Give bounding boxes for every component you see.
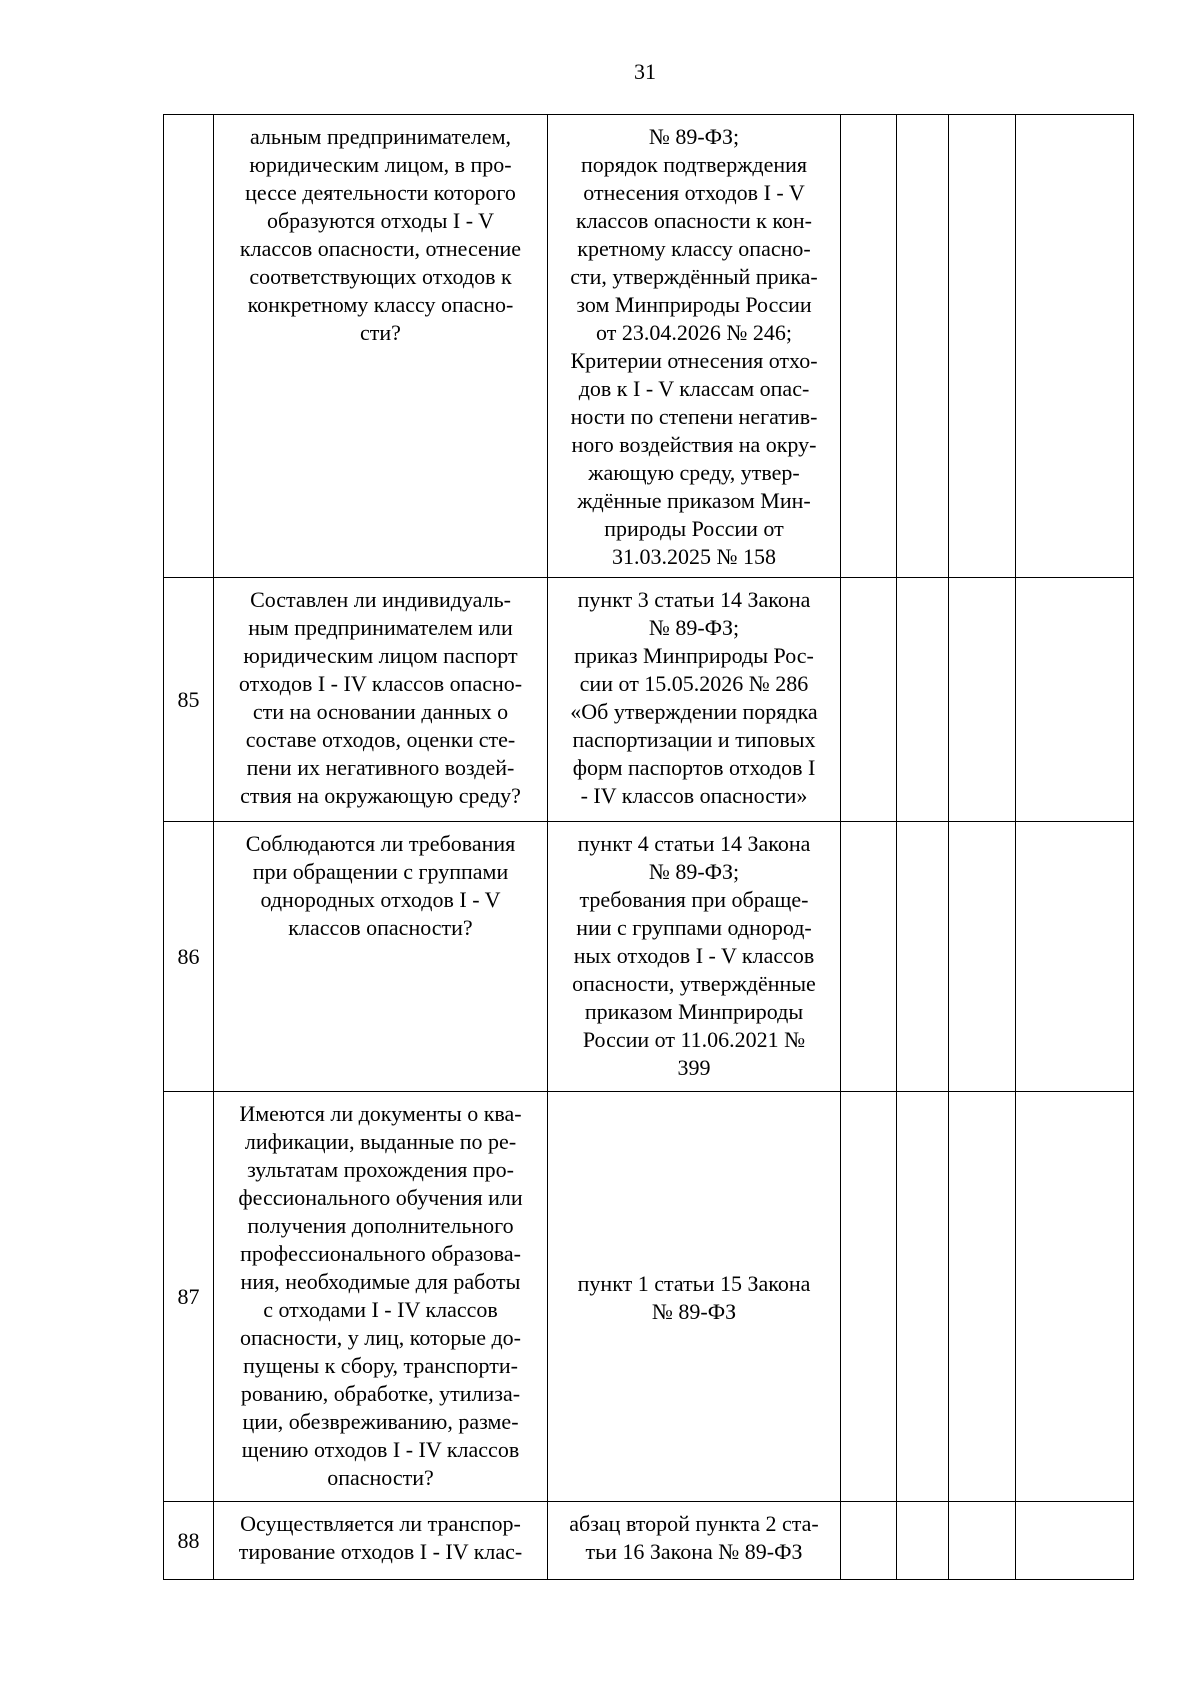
note-cell — [1016, 822, 1134, 1092]
question-line: зультатам прохождения про- — [247, 1157, 514, 1182]
reference-line: № 89-ФЗ; — [648, 615, 740, 640]
reference-line: форм паспортов отходов I — [572, 755, 816, 780]
reference-line: пункт 4 статьи 14 Закона — [577, 831, 811, 856]
question-cell — [214, 1502, 548, 1580]
question-line: однородных отходов I - V — [260, 887, 501, 912]
question-line: составе отходов, оценки сте- — [245, 727, 516, 752]
reference-line: № 89-ФЗ; — [648, 124, 740, 149]
question-line: конкретному классу опасно- — [247, 292, 514, 317]
reference-line: требования при обраще- — [579, 887, 809, 912]
reference-line: кретному классу опасно- — [577, 236, 811, 261]
reference-line: ждённые приказом Мин- — [577, 488, 811, 513]
reference-line: порядок подтверждения — [580, 152, 808, 177]
question-line: ным предпринимателем или — [248, 615, 513, 640]
question-line: цессе деятельности которого — [245, 180, 516, 205]
reference-line: нии с группами однород- — [576, 915, 812, 940]
reference-line: России от 11.06.2021 № — [582, 1027, 806, 1052]
reference-line: № 89-ФЗ — [651, 1298, 737, 1324]
question-cell — [214, 578, 548, 822]
note-cell — [1016, 578, 1134, 822]
reference-line: жающую среду, утвер- — [588, 460, 800, 485]
legal-reference-cell — [548, 822, 841, 1092]
row-number-cell: 85 — [164, 578, 214, 822]
reference-line: тьи 16 Закона № 89-ФЗ — [585, 1539, 803, 1564]
table-row — [164, 578, 1134, 822]
question-line: юридическим лицом, в про- — [249, 152, 512, 177]
question-line: профессионального образова- — [240, 1241, 521, 1266]
question-line: лификации, выданные по ре- — [244, 1129, 517, 1154]
question-line: отходов I - IV классов опасно- — [238, 671, 523, 696]
reference-line: сти, утверждённый прика- — [570, 264, 818, 289]
reference-line: приказом Минприроды — [584, 999, 804, 1024]
question-line: соответствующих отходов к — [249, 264, 512, 289]
row-number-cell: 87 — [164, 1092, 214, 1502]
question-line: Имеются ли документы о ква- — [239, 1101, 522, 1126]
question-line: ствия на окружающую среду? — [240, 783, 521, 808]
question-cell — [214, 822, 548, 1092]
reference-line: - IV классов опасности» — [580, 783, 808, 808]
answer-yes-cell — [841, 1092, 897, 1502]
answer-yes-cell — [841, 578, 897, 822]
question-line: Составлен ли индивидуаль- — [250, 587, 511, 612]
question-line: образуются отходы I - V — [266, 208, 495, 233]
question-line: юридическим лицом паспорт — [243, 643, 518, 668]
question-line: альным предпринимателем, — [250, 124, 511, 149]
legal-reference-cell — [548, 1092, 841, 1502]
answer-no-cell — [897, 1502, 949, 1580]
row-number-cell: 86 — [164, 822, 214, 1092]
legal-reference-cell — [548, 578, 841, 822]
reference-line: пункт 1 статьи 15 Закона — [577, 1270, 811, 1296]
table-row — [164, 115, 1134, 578]
question-line: классов опасности, отнесение — [239, 236, 522, 261]
reference-line: 399 — [677, 1055, 711, 1080]
question-line: сти на основании данных о — [252, 699, 509, 724]
question-line: ния, необходимые для работы — [240, 1269, 521, 1294]
reference-line: паспортизации и типовых — [572, 727, 816, 752]
answer-na-cell — [949, 578, 1016, 822]
question-cell — [214, 115, 548, 578]
legal-reference-cell — [548, 1502, 841, 1580]
question-line: рованию, обработке, утилиза- — [240, 1381, 521, 1406]
table-row — [164, 822, 1134, 1092]
answer-no-cell — [897, 822, 949, 1092]
reference-line: отнесения отходов I - V — [583, 180, 805, 205]
reference-line: «Об утверждении порядка — [570, 699, 818, 724]
reference-line: природы России от — [604, 516, 784, 541]
question-line: тирование отходов I - IV клас- — [238, 1539, 523, 1564]
answer-yes-cell — [841, 1502, 897, 1580]
question-line: опасности? — [327, 1465, 434, 1490]
note-cell — [1016, 1502, 1134, 1580]
reference-line: ности по степени негатив- — [570, 404, 818, 429]
question-line: с отходами I - IV классов — [263, 1297, 498, 1322]
question-line: сти? — [360, 320, 401, 345]
reference-line: приказ Минприроды Рос- — [574, 643, 814, 668]
question-line: пущены к сбору, транспорти- — [243, 1353, 518, 1378]
reference-line: от 23.04.2026 № 246; — [596, 320, 792, 345]
note-cell — [1016, 1092, 1134, 1502]
legal-reference-cell — [548, 115, 841, 578]
answer-no-cell — [897, 115, 949, 578]
question-cell — [214, 1092, 548, 1502]
reference-line: Критерии отнесения отхо- — [570, 348, 818, 373]
row-number-cell: 88 — [164, 1502, 214, 1580]
answer-no-cell — [897, 578, 949, 822]
reference-line: дов к I - V классам опас- — [578, 376, 810, 401]
reference-line: ного воздействия на окру- — [571, 432, 817, 457]
reference-line: зом Минприроды России — [576, 292, 812, 317]
answer-na-cell — [949, 115, 1016, 578]
reference-line: пункт 3 статьи 14 Закона — [577, 587, 811, 612]
reference-line: сии от 15.05.2026 № 286 — [579, 671, 809, 696]
question-line: Осуществляется ли транспор- — [240, 1511, 521, 1536]
checklist-table — [163, 114, 1134, 1580]
page-number: 31 — [634, 59, 656, 84]
answer-yes-cell — [841, 115, 897, 578]
question-line: фессионального обучения или — [238, 1185, 523, 1210]
reference-line: абзац второй пункта 2 ста- — [569, 1511, 819, 1536]
question-line: Соблюдаются ли требования — [245, 831, 516, 856]
answer-na-cell — [949, 1092, 1016, 1502]
row-number-cell — [164, 115, 214, 578]
answer-yes-cell — [841, 822, 897, 1092]
note-cell — [1016, 115, 1134, 578]
reference-line: опасности, утверждённые — [572, 971, 816, 996]
question-line: классов опасности? — [288, 915, 473, 940]
reference-line: № 89-ФЗ; — [648, 859, 740, 884]
question-line: опасности, у лиц, которые до- — [240, 1325, 521, 1350]
question-line: при обращении с группами — [252, 859, 509, 884]
question-line: щению отходов I - IV классов — [241, 1437, 520, 1462]
question-line: получения дополнительного — [247, 1213, 514, 1238]
reference-line: 31.03.2025 № 158 — [612, 544, 776, 569]
answer-na-cell — [949, 1502, 1016, 1580]
table-row — [164, 1092, 1134, 1502]
answer-na-cell — [949, 822, 1016, 1092]
question-line: пени их негативного воздей- — [246, 755, 515, 780]
reference-line: классов опасности к кон- — [576, 208, 812, 233]
question-line: ции, обезвреживанию, разме- — [242, 1409, 519, 1434]
reference-line: ных отходов I - V классов — [573, 943, 815, 968]
table-row — [164, 1502, 1134, 1580]
answer-no-cell — [897, 1092, 949, 1502]
